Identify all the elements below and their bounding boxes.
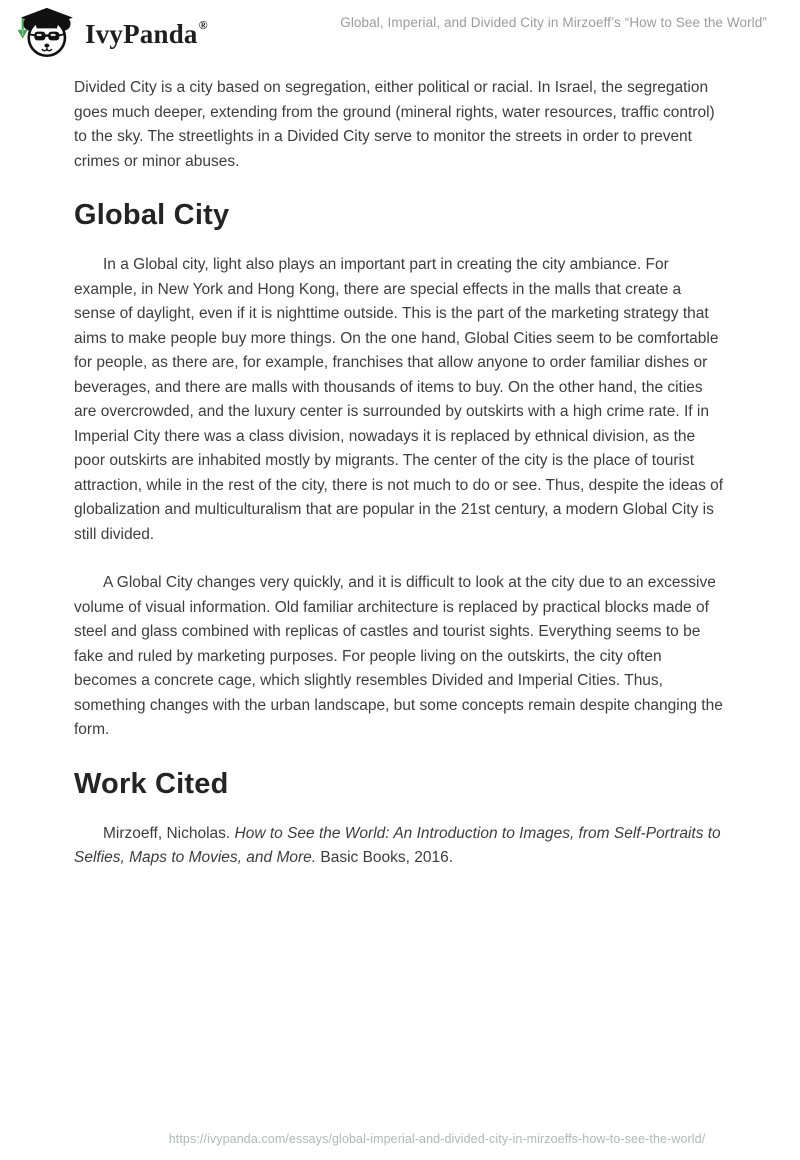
brand-name: IvyPanda® bbox=[85, 17, 208, 49]
document-title: Global, Imperial, and Divided City in Mirzoeff’s “How to See the World” bbox=[340, 15, 767, 30]
intro-paragraph: Divided City is a city based on segregation, either political or racial. In Israel, the segregation goes much deeper, extending from the ground (mineral rights, water resources, traffic control) to the sky. The streetlights in a Divided City serve to monitor the streets in order to prevent crimes or minor abuses. bbox=[74, 79, 715, 170]
citation-book-title: How to See the World: An Introduction to Images, from Self-Portraits to Selfies, Maps to Movies, and More. bbox=[74, 824, 721, 866]
page-footer bbox=[74, 1130, 800, 1148]
global-city-paragraph-2: A Global City changes very quickly, and it is difficult to look at the city due to an excessive volume of visual information. Old familiar architecture is replaced by practical blocks made of steel and glass combined with replicas of castles and tourist sights. Everything seems to be fake and ruled by marketing purposes. For people living on the outskirts, the city often becomes a concrete cage, which slightly resembles Divided and Imperial Cities. Thus, something changes with the urban landscape, but some concepts remain despite changing the form. bbox=[74, 574, 723, 738]
citation bbox=[74, 822, 726, 871]
global-city-paragraph-1: In a Global city, light also plays an important part in creating the city ambiance. For example, in New York and Hong Kong, there are special effects in the malls that create a sense of daylight, even if it is nighttime outside. This is the part of the marketing strategy that aims to make people buy more things. On the one hand, Global Cities seem to be comfortable for people, as there are, for example, franchises that allow anyone to order familiar dishes or beverages, and there are malls with thousands of items to buy. On the other hand, the cities are overcrowded, and the luxury center is surrounded by outskirts with a high crime rate. If in Imperial City there was a class division, nowadays it is replaced by ethnical division, as the poor outskirts are inhabited mostly by migrants. The center of the city is the place of tourist attraction, while in the rest of the city, there is not much to do or see. Thus, despite the ideas of globalization and multiculturalism that are popular in the 21st century, a modern Global City is still divided. bbox=[74, 256, 724, 543]
page-header bbox=[0, 0, 800, 58]
source-url-link[interactable]: https://ivypanda.com/essays/global-imperial-and-divided-city-in-mirzoeffs-how-to-see-the-world/ bbox=[168, 1132, 706, 1146]
registered-trademark-symbol: ® bbox=[198, 17, 208, 32]
essay-content bbox=[74, 58, 726, 871]
section-heading-work-cited: Work Cited bbox=[74, 767, 229, 800]
citation-publisher: Basic Books, 2016. bbox=[316, 849, 454, 866]
section-heading-global-city: Global City bbox=[74, 199, 230, 231]
panda-graduation-cap-icon bbox=[14, 7, 76, 59]
citation-author: Mirzoeff, Nicholas. bbox=[103, 824, 235, 842]
